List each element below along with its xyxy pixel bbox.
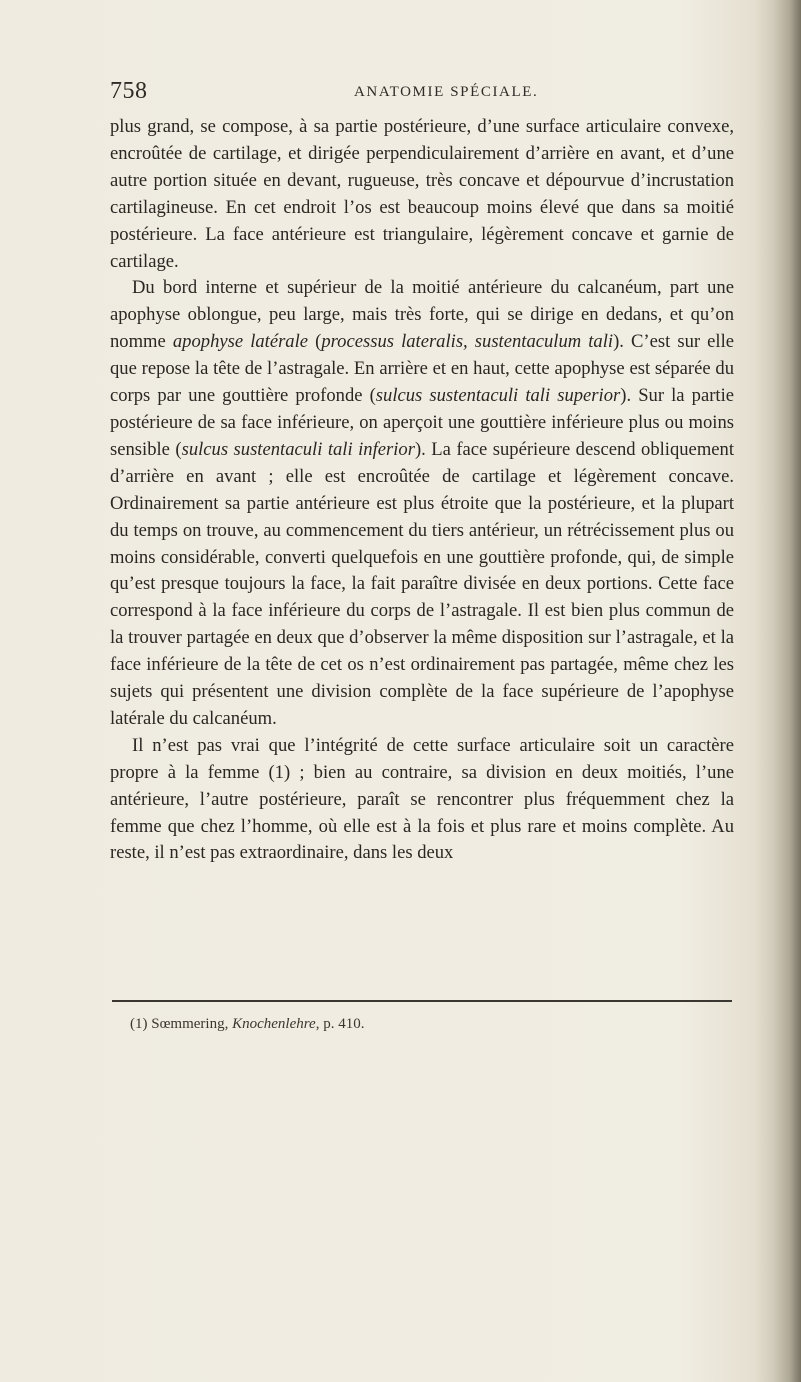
running-head: ANATOMIE SPÉCIALE. <box>354 84 539 100</box>
page-header <box>110 78 734 106</box>
body-text <box>110 114 734 867</box>
term-apophyse-laterale: apophyse latérale <box>172 331 309 353</box>
text-segment: ). C’est sur elle que repose la tête de l’astragale. En arrière et en haut, cette apophyse est séparée du corps par une gouttière profonde ( <box>110 331 735 407</box>
footnote <box>130 1016 364 1033</box>
text-segment: ( <box>308 331 322 353</box>
page-edge-shadow <box>755 0 801 1382</box>
text-segment: plus grand, se compose, à sa partie postérieure, d’une surface articulaire convexe, encroûtée de cartilage, et dirigée perpendiculairement d’arrière en avant, et d’une autre portion située en devant, rugueuse, très concave et dépourvue d’incrustation cartilagineuse. En cet endroit l’os est beaucoup moins élevé que dans sa moitié postérieure. La face antérieure est triangulaire, légèrement concave et garnie de cartilage. <box>110 116 734 272</box>
term-sulcus-superior: sulcus sustentaculi tali superior <box>375 385 621 407</box>
paragraph-2 <box>110 275 734 732</box>
term-processus-lateralis: processus lateralis, sustentaculum tali <box>321 331 614 353</box>
footnote-rule <box>112 1000 732 1002</box>
footnote-author: Sœmmering, <box>151 1016 229 1032</box>
paragraph-3 <box>110 733 734 868</box>
page-number: 758 <box>110 78 148 104</box>
footnote-page: , p. 410. <box>315 1016 365 1032</box>
text-segment: ). Sur la partie postérieure de sa face inférieure, on aperçoit une gouttière inférieure plus ou moins sensible ( <box>110 385 734 460</box>
text-segment: ). La face supérieure descend obliquement d’arrière en avant ; elle est encroûtée de cartilage et légèrement concave. Ordinairement sa partie antérieure est plus étroite que la postérieure, et la plupart du temps on trouve, au commencement du tiers antérieur, un rétrécissement plus ou moins considérable, converti quelquefois en une gouttière profonde, qui, de simple qu’est presque toujours la face, la fait paraître divisée en deux portions. Cette face correspond à la face inférieure du corps de l’astragale. Il est bien plus commun de la trouver partagée en deux que d’observer la même disposition sur l’astragale, et la face inférieure de la tête de cet os n’est ordinairement pas partagée, même chez les sujets qui présentent une division complète de la face supérieure de l’apophyse latérale du calcanéum. <box>110 438 734 729</box>
footnote-title: Knochenlehre <box>232 1016 316 1032</box>
text-segment: Il n’est pas vrai que l’intégrité de cette surface articulaire soit un caractère propre à la femme (1) ; bien au contraire, sa division en deux moitiés, l’une antérieure, l’autre postérieure, paraît se rencontrer plus fréquemment chez la femme que chez l’homme, où elle est à la fois et plus rare et moins complète. Au reste, il n’est pas extraordinaire, dans les deux <box>110 734 734 864</box>
term-sulcus-inferior: sulcus sustentaculi tali inferior <box>181 438 415 460</box>
paragraph-1 <box>110 114 734 275</box>
footnote-marker: (1) <box>130 1016 148 1032</box>
text-segment: Du bord interne et supérieur de la moitié antérieure du calcanéum, part une apophyse oblongue, peu large, mais très forte, qui se dirige en dedans, et qu’on nomme <box>110 277 734 353</box>
